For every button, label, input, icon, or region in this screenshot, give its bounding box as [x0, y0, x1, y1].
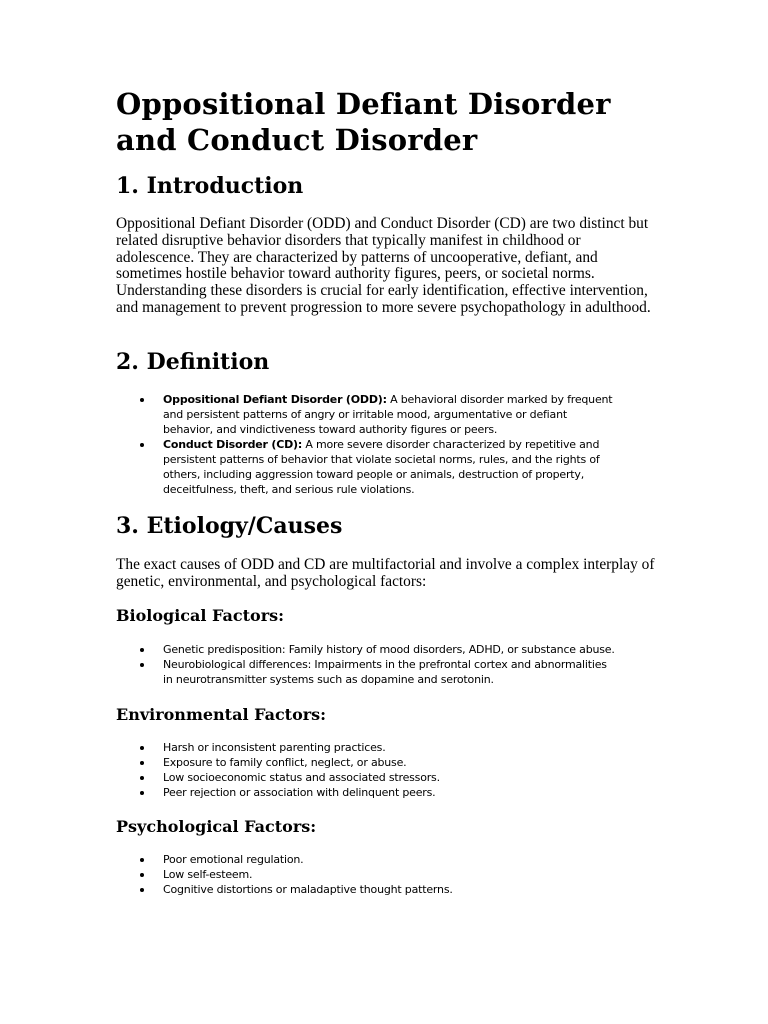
- bullet-icon: [140, 776, 144, 780]
- list-item-text: Low self-esteem.: [163, 868, 253, 881]
- section-heading-etiology: 3. Etiology/Causes: [116, 513, 343, 539]
- list-item-text: Harsh or inconsistent parenting practices.: [163, 741, 386, 754]
- bullet-icon: [140, 443, 144, 447]
- list-item-text: Neurobiological differences: Impairments in the prefrontal cortex and abnormalities in neurotransmitter systems such as dopamine and serotonin.: [163, 658, 607, 686]
- list-item: [116, 852, 616, 867]
- list-item-text: Cognitive distortions or maladaptive thought patterns.: [163, 883, 453, 896]
- definition-item-odd: [116, 392, 616, 437]
- bullet-icon: [140, 746, 144, 750]
- document-title: Oppositional Defiant Disorder and Conduct Disorder: [116, 87, 611, 157]
- bullet-icon: [140, 761, 144, 765]
- list-item: [116, 642, 616, 657]
- list-item: [116, 882, 616, 897]
- etiology-paragraph: The exact causes of ODD and CD are multifactorial and involve a complex interplay of genetic, environmental, and psychological factors:: [116, 556, 655, 590]
- list-item-text: Poor emotional regulation.: [163, 853, 304, 866]
- bullet-icon: [140, 873, 144, 877]
- list-item: [116, 770, 616, 785]
- environmental-factors-list: [116, 740, 616, 800]
- list-item-text: Low socioeconomic status and associated stressors.: [163, 771, 440, 784]
- bullet-icon: [140, 888, 144, 892]
- list-item: [116, 867, 616, 882]
- definition-list: [116, 392, 616, 497]
- bullet-icon: [140, 858, 144, 862]
- list-item: [116, 740, 616, 755]
- list-item: [116, 785, 616, 800]
- list-item: [116, 755, 616, 770]
- subheading-biological-factors: Biological Factors:: [116, 606, 285, 625]
- list-item-text: Exposure to family conflict, neglect, or abuse.: [163, 756, 407, 769]
- bullet-icon: [140, 663, 144, 667]
- section-heading-definition: 2. Definition: [116, 349, 270, 375]
- definition-term: Oppositional Defiant Disorder (ODD):: [163, 393, 387, 406]
- subheading-environmental-factors: Environmental Factors:: [116, 705, 327, 724]
- biological-factors-list: [116, 642, 616, 687]
- definition-text: A more severe disorder characterized by repetitive and persistent patterns of behavior that violate societal norms, rules, and the rights of others, including aggression toward people or animals, destruction of property, deceitfulness, theft, and serious rule violations.: [163, 438, 600, 496]
- definition-text: A behavioral disorder marked by frequent and persistent patterns of angry or irritable mood, argumentative or defiant behavior, and vindictiveness toward authority figures or peers.: [163, 393, 613, 436]
- bullet-icon: [140, 648, 144, 652]
- section-heading-introduction: 1. Introduction: [116, 173, 304, 199]
- introduction-paragraph: Oppositional Defiant Disorder (ODD) and Conduct Disorder (CD) are two distinct but related disruptive behavior disorders that typically manifest in childhood or adolescence. They are characterized by patterns of uncooperative, defiant, and sometimes hostile behavior toward authority figures, peers, or societal norms. Understanding these disorders is crucial for early identification, effective intervention, and management to prevent progression to more severe psychopathology in adulthood.: [116, 215, 651, 316]
- subheading-psychological-factors: Psychological Factors:: [116, 817, 317, 836]
- definition-term: Conduct Disorder (CD):: [163, 438, 303, 451]
- list-item-text: Peer rejection or association with delinquent peers.: [163, 786, 436, 799]
- list-item: [116, 657, 616, 687]
- definition-item-cd: [116, 437, 616, 497]
- psychological-factors-list: [116, 852, 616, 897]
- list-item-text: Genetic predisposition: Family history of mood disorders, ADHD, or substance abuse.: [163, 643, 615, 656]
- bullet-icon: [140, 791, 144, 795]
- bullet-icon: [140, 398, 144, 402]
